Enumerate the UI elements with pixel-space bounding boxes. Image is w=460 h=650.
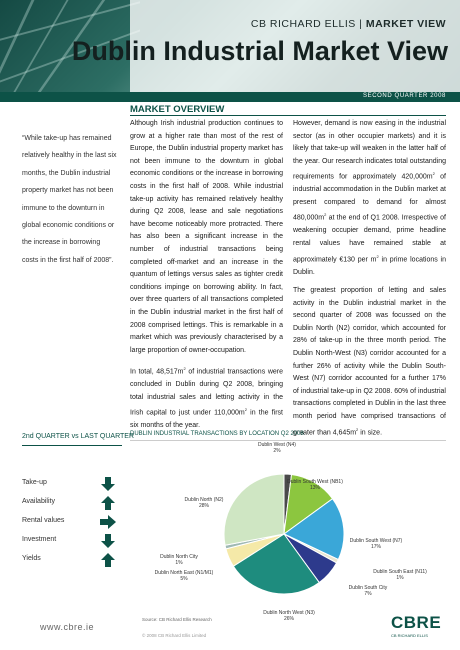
indicator-row (22, 553, 122, 567)
slice-label: Dublin South City 7% (348, 585, 388, 597)
cbre-logo: CBRE CB RICHARD ELLIS (391, 613, 442, 638)
text-column-1 (130, 118, 283, 439)
indicator-row (22, 477, 122, 491)
indicator-label: Availability (22, 498, 55, 505)
slice-label: Dublin North East (N1/M1) 5% (154, 570, 214, 582)
paragraph: However, demand is now easing in the industrial sector (as in other occupier markets) and it is likely that take-up will weaken in the latter half of the year. Our research indicates total outstanding requirements for approximately $420,000m^2$ of industrial accommodation in the Dublin market at present compared to demand for almost $480,000m^2$ at the end of Q1 2008. Irrespective of weakening occupier demand, prime headline rental values have remained stable at approximately €130 per $m^2$ in prime locations in Dublin. (293, 120, 446, 276)
page-title: Dublin Industrial Market View (71, 36, 448, 66)
paragraph: In total, $48,517m^2$ of industrial transactions were concluded in Dublin during Q2 2008, bringing total industrial sales and letting activity in the Irish capital to just under $110,000m^2$ in the first six months of the year. (130, 366, 283, 430)
arrow-down-icon (100, 477, 116, 491)
section-heading: MARKET OVERVIEW (130, 104, 225, 115)
pie-slice (224, 474, 284, 545)
brand-product: MARKET VIEW (365, 18, 446, 30)
header-banner (0, 0, 460, 102)
quarter-label: SECOND QUARTER 2008 (363, 93, 446, 99)
arrow-down-icon (100, 534, 116, 548)
slice-label: Dublin North (N2) 28% (184, 497, 224, 509)
arrow-right-icon (100, 515, 116, 529)
source-note: Source: CB Richard Ellis Research (142, 617, 212, 622)
slice-label: Dublin South West (NB1) 13% (287, 479, 343, 491)
slice-label: Dublin North West (N3) 26% (263, 610, 315, 622)
sidebar (0, 102, 135, 650)
indicator-row (22, 515, 122, 529)
pull-quote: “While take-up has remained relatively healthy in the last six months, the Dublin industrial property market has not been immune to the downturn in global economic conditions or the increase in borrowing costs in the first half of 2008”. (22, 135, 117, 264)
slice-label: Dublin South East (N11) 1% (373, 569, 427, 581)
arrow-up-icon (100, 553, 116, 567)
slice-label: Dublin West (N4) 2% (258, 442, 296, 454)
brand-name: CB RICHARD ELLIS (250, 18, 356, 30)
indicator-label: Yields (22, 555, 41, 562)
comparison-title: 2nd QUARTER vs LAST QUARTER (22, 433, 135, 440)
indicator-label: Rental values (22, 517, 65, 524)
slice-label: Dublin North City 1% (160, 554, 198, 566)
website-url[interactable]: www.cbre.ie (40, 622, 95, 632)
brand-separator: | (359, 18, 363, 30)
indicator-row (22, 534, 122, 548)
paragraph: Although Irish industrial production continues to grow at a higher rate than most of the rest of Europe, the Dublin industrial property market has not been immune to the downturn in global economic conditions or the increase in borrowing costs in the first half of 2008. While industrial take-up activity has remained relatively healthy during Q2 2008, lease and sale negotiations have become noticeably more protracted. There has also been a significant increase in the number of industrial transactions being completed off-market and an increase in the quantum of lettings versus sales as tighter credit conditions impinge on borrowing ability. In fact, over three quarters of all transactions completed in the Dublin industrial market in the first half of 2008 comprised lettings. This is remarkable in a market which was previously characterised by a large proportion of owner-occupation. (130, 120, 283, 354)
indicator-row (22, 496, 122, 510)
indicator-label: Take-up (22, 479, 47, 486)
slice-label: Dublin South West (N7) 17% (349, 538, 403, 550)
arrow-up-icon (100, 496, 116, 510)
paragraph: The greatest proportion of letting and sales activity in the Dublin industrial market in the second quarter of 2008 was focussed on the Dublin North (N2) corridor, which accounted for 28% of take-up in the three month period. The Dublin North-West (N3) corridor accounted for a further 26% of activity while the Dublin South-West (N7) corridor accounted for a further 17% of industrial take-up in Q2 2008. 60% of industrial transactions completed in Dublin in the last three month period have comprised transactions of greater than $4,645m^2$ in size. (293, 287, 446, 436)
chart-title: DUBLIN INDUSTRIAL TRANSACTIONS BY LOCATION Q2 2008 (130, 431, 304, 437)
text-column-2 (293, 118, 446, 446)
copyright-note: © 2008 CB Richard Ellis Limited (142, 633, 207, 638)
brand-line (251, 18, 446, 30)
indicator-label: Investment (22, 536, 57, 543)
